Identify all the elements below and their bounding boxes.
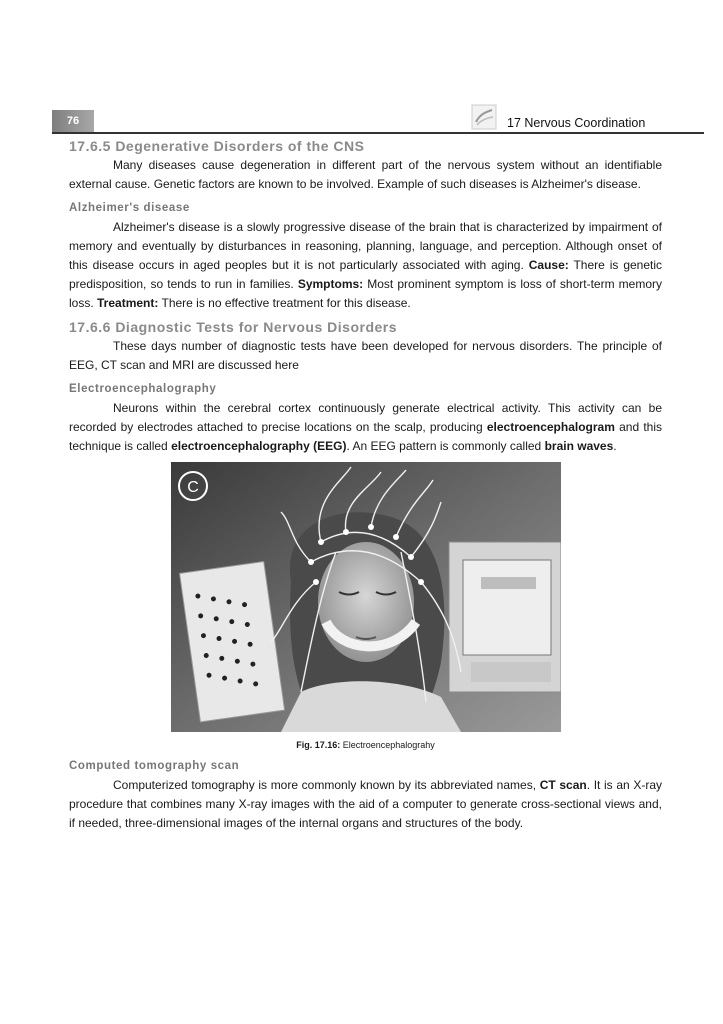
page-number: 76 xyxy=(52,110,94,132)
eeg-photo-illustration xyxy=(171,462,561,732)
eeg-photo xyxy=(171,462,561,732)
eeg-text-2: and this technique is called xyxy=(69,420,662,453)
chapter-logo-icon xyxy=(471,104,497,130)
eeg-text-3: . An EEG pattern is commonly called xyxy=(346,439,545,453)
cause-text: There is genetic predisposition, so tends to run in families. xyxy=(69,258,663,291)
ct-text-1: Computerized tomography is more commonly known by its abbreviated names, xyxy=(113,778,540,792)
subheading-ct-scan: Computed tomography scan xyxy=(69,760,240,772)
monitor xyxy=(449,542,561,692)
treatment-text: There is no effective treatment for this disease. xyxy=(158,296,411,310)
eeg-text-4: . xyxy=(613,439,617,453)
cause-label: Cause: xyxy=(528,258,569,272)
paragraph-diagnostic: These days number of diagnostic tests have been developed for nervous disorders. The principle of EEG, CT scan and MRI are discussed here xyxy=(69,339,662,372)
eeg-term-brain-waves: brain waves xyxy=(544,439,614,453)
section-heading-degenerative: 17.6.5 Degenerative Disorders of the CNS xyxy=(69,138,365,154)
symptoms-text: Most prominent symptom is loss of short-term memory loss. xyxy=(69,277,663,310)
caption-label: Fig. 17.16: xyxy=(296,740,341,750)
section-heading-diagnostic: 17.6.6 Diagnostic Tests for Nervous Disorders xyxy=(69,319,398,335)
paragraph-eeg xyxy=(69,399,662,456)
subheading-eeg: Electroencephalography xyxy=(69,383,217,395)
page-content xyxy=(69,136,662,833)
page-header xyxy=(52,110,704,134)
treatment-label: Treatment: xyxy=(97,296,159,310)
paragraph-degenerative: Many diseases cause degeneration in different part of the nervous system without an identifiable external cause. Genetic factors are known to be involved. Example of such diseases is Alzheimer's disease. xyxy=(69,158,662,191)
caption-text: Electroencephalograhy xyxy=(340,740,435,750)
paragraph-alzheimers xyxy=(69,218,662,313)
paragraph-ct-scan xyxy=(69,776,662,833)
alzheimers-text: Alzheimer's disease is a slowly progressive disease of the brain that is characterized by impairment of memory and eventually by disturbances in reasoning, planning, language, and perception. Although onset of this disease occurs in aged peoples but it is not particularly associated with aging. xyxy=(69,220,662,272)
ct-term: CT scan xyxy=(539,778,587,792)
ct-text-2: . It is an X-ray procedure that combines many X-ray images with the aid of a computer to generate cross-sectional views and, if needed, three-dimensional images of the internal organs and structures of the body. xyxy=(69,778,662,830)
eeg-term-eeg: electroencephalography (EEG) xyxy=(171,439,347,453)
symptoms-label: Symptoms: xyxy=(297,277,364,291)
copyright-mark: C xyxy=(187,479,199,496)
chapter-title: 17 Nervous Coordination xyxy=(507,116,646,130)
eeg-term-electroencephalogram: electroencephalogram xyxy=(486,420,615,434)
figure-caption xyxy=(69,740,662,750)
eeg-text-1: Neurons within the cerebral cortex continuously generate electrical activity. This activity can be recorded by electrodes attached to precise locations on the scalp, producing xyxy=(69,401,662,434)
subheading-alzheimers: Alzheimer's disease xyxy=(69,202,190,214)
